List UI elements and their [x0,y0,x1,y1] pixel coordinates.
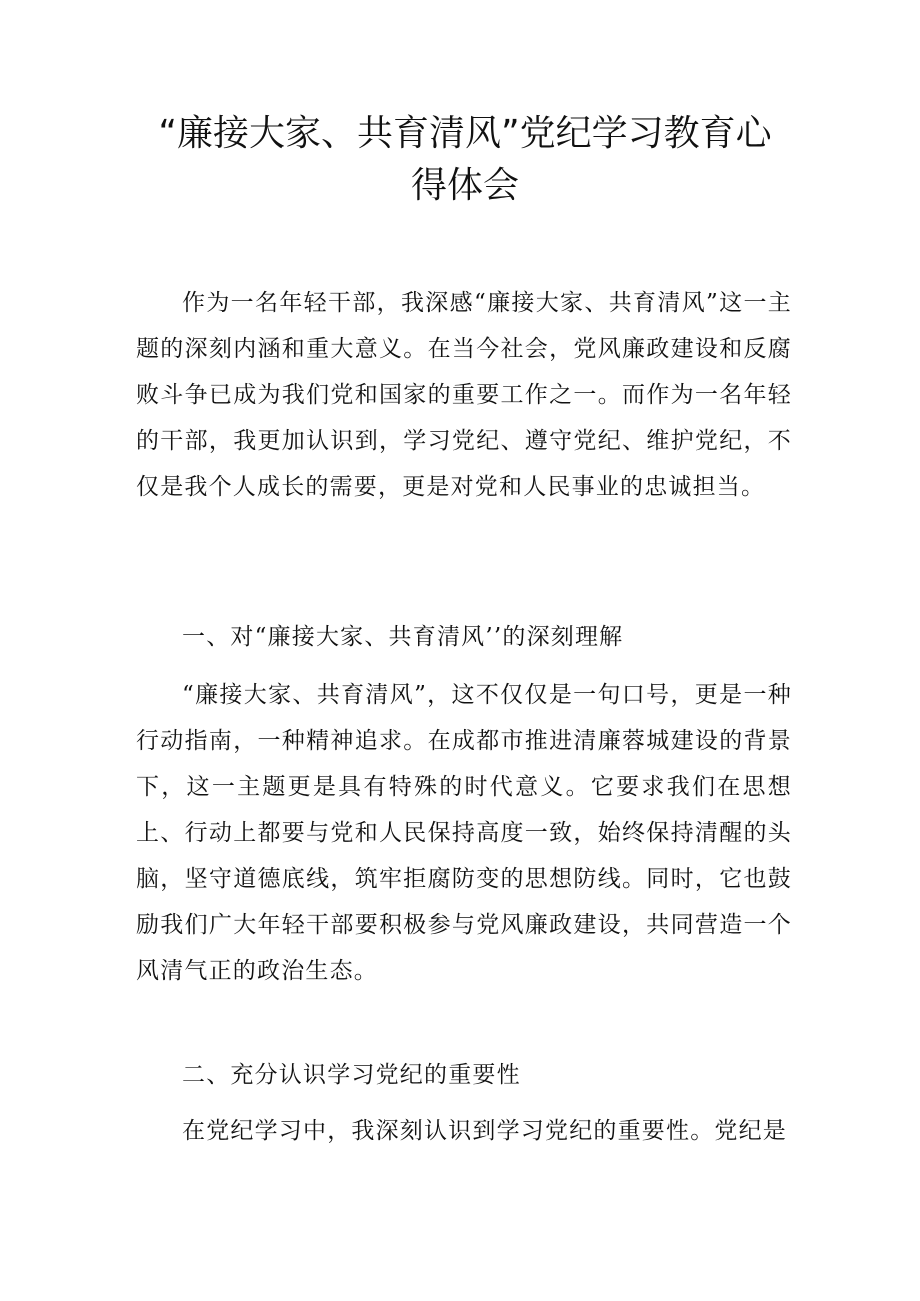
document-title: “廉接大家、共育清风”党纪学习教育心得体会 [158,113,772,206]
section-heading-2: 二、充分认识学习党纪的重要性 [182,1062,521,1088]
paragraph-section-2: 在党纪学习中，我深刻认识到学习党纪的重要性。党纪是 [182,1118,787,1144]
paragraph-intro: 作为一名年轻干部，我深感“廉接大家、共育清风”这一主题的深刻内涵和重大意义。在当今社会，党风廉政建设和反腐败斗争已成为我们党和国家的重要工作之一。而作为一名年轻的干部，我更加认识到，学习党纪、遵守党纪、维护党纪，不仅是我个人成长的需要，更是对党和人民事业的忠诚担当。 [136,290,792,500]
paragraph-section-1: “廉接大家、共育清风”，这不仅仅是一句口号，更是一种行动指南，一种精神追求。在成都市推进清廉蓉城建设的背景下，这一主题更是具有特殊的时代意义。它要求我们在思想上、行动上都要与党和人民保持高度一致，始终保持清醒的头脑，坚守道德底线，筑牢拒腐防变的思想防线。同时，它也鼓励我们广大年轻干部要积极参与党风廉政建设，共同营造一个风清气正的政治生态。 [136,682,792,984]
section-heading-1: 一、对“廉接大家、共育清风’’的深刻理解 [182,624,624,650]
